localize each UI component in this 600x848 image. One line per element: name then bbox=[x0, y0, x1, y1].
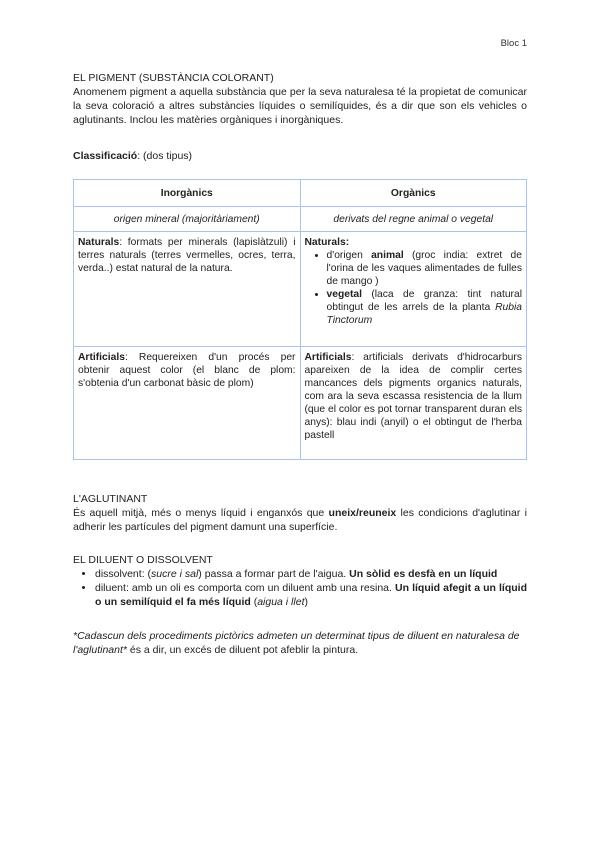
list-item-vegetal: • vegetal (laca de granza: tint natural obtingut de les arrels de la planta Rubia Tinctorum bbox=[327, 288, 523, 327]
pigment-title: EL PIGMENT (SUBSTÀNCIA COLORANT) bbox=[73, 72, 274, 84]
classification-label: Classificació bbox=[73, 150, 138, 162]
sub-inorganics: origen mineral (majoritàriament) bbox=[74, 207, 301, 232]
diluent-item-dissolvent: • dissolvent: (sucre i sal) passa a formar part de l'aigua. Un sòlid es desfà en un líquid bbox=[95, 567, 527, 581]
naturals-label: Naturals bbox=[78, 237, 120, 248]
page-header-label: Bloc 1 bbox=[500, 38, 527, 49]
header-organics: Orgànics bbox=[300, 180, 527, 207]
list-item-animal: • d'origen animal (groc india: extret de l'orina de les vaques alimentades de fulles de mango ) bbox=[327, 249, 523, 288]
pigment-body: Anomenem pigment a aquella substància que per la seva naturalesa té la propietat de comunicar la seva coloració a altres substàncies líquides o semilíquides, és a dir que son els vehicles o aglutinants. Inclou les matèries orgàniques i inorgàniques. bbox=[73, 86, 527, 126]
cell-naturals-inorganics bbox=[74, 232, 301, 347]
diluent-item-diluent: • diluent: amb un oli es comporta com un diluent amb una resina. Un líquid afegit a un líquid o un semilíquid el fa més líquid (aigua i llet) bbox=[95, 581, 527, 609]
naturals-org-label: Naturals: bbox=[304, 237, 350, 248]
classification-rest: : (dos tipus) bbox=[137, 150, 193, 162]
artificials-label: Artificials bbox=[78, 352, 125, 363]
pigment-table-wrapper bbox=[73, 179, 527, 460]
note-section bbox=[73, 629, 527, 657]
naturals-text: : formats per minerals (lapislàtzuli) i terres naturals (terres vermelles, ocres, terra, verda..) estat natural de la natura. bbox=[78, 237, 296, 274]
aglutinant-section bbox=[73, 492, 527, 534]
diluent-section bbox=[73, 553, 527, 609]
naturals-org-list bbox=[305, 249, 523, 327]
classification-line bbox=[73, 149, 527, 163]
pigment-classification-table bbox=[73, 179, 527, 460]
cell-artificials-organics bbox=[300, 347, 527, 460]
artificials-org-label: Artificials bbox=[304, 352, 352, 363]
diluent-list bbox=[73, 567, 527, 609]
pigment-section bbox=[73, 71, 527, 127]
note-text: *Cadascun dels procediments pictòrics admeten un determinat tipus de diluent en naturalesa de l'aglutinant* és a dir, un excés de diluent pot afeblir la pintura. bbox=[73, 630, 520, 656]
diluent-title: EL DILUENT O DISSOLVENT bbox=[73, 554, 213, 566]
artificials-org-text: : artificials derivats d'hidrocarburs apareixen de la idea de complir certes mancances dels pigments organics naturals, com ara la seva escassa resistencia de la llum (que el color es pot tornar transparent duran els anys): blau indi (anyil) o el obtingut de l'herba pastell bbox=[304, 352, 523, 441]
sub-organics: derivats del regne animal o vegetal bbox=[300, 207, 527, 232]
aglutinant-body: És aquell mitjà, més o menys líquid i enganxós que uneix/reuneix les condicions d'aglutinar i adherir les partícules del pigment damunt una superfície. bbox=[73, 507, 527, 533]
header-inorganics: Inorgànics bbox=[74, 180, 301, 207]
aglutinant-title: L'AGLUTINANT bbox=[73, 493, 148, 505]
artificials-text: : Requereixen d'un procés per obtenir aquest color (el blanc de plom: s'obtenia d'un carbonat bàsic de plom) bbox=[78, 352, 296, 389]
cell-naturals-organics bbox=[300, 232, 527, 347]
cell-artificials-inorganics bbox=[74, 347, 301, 460]
